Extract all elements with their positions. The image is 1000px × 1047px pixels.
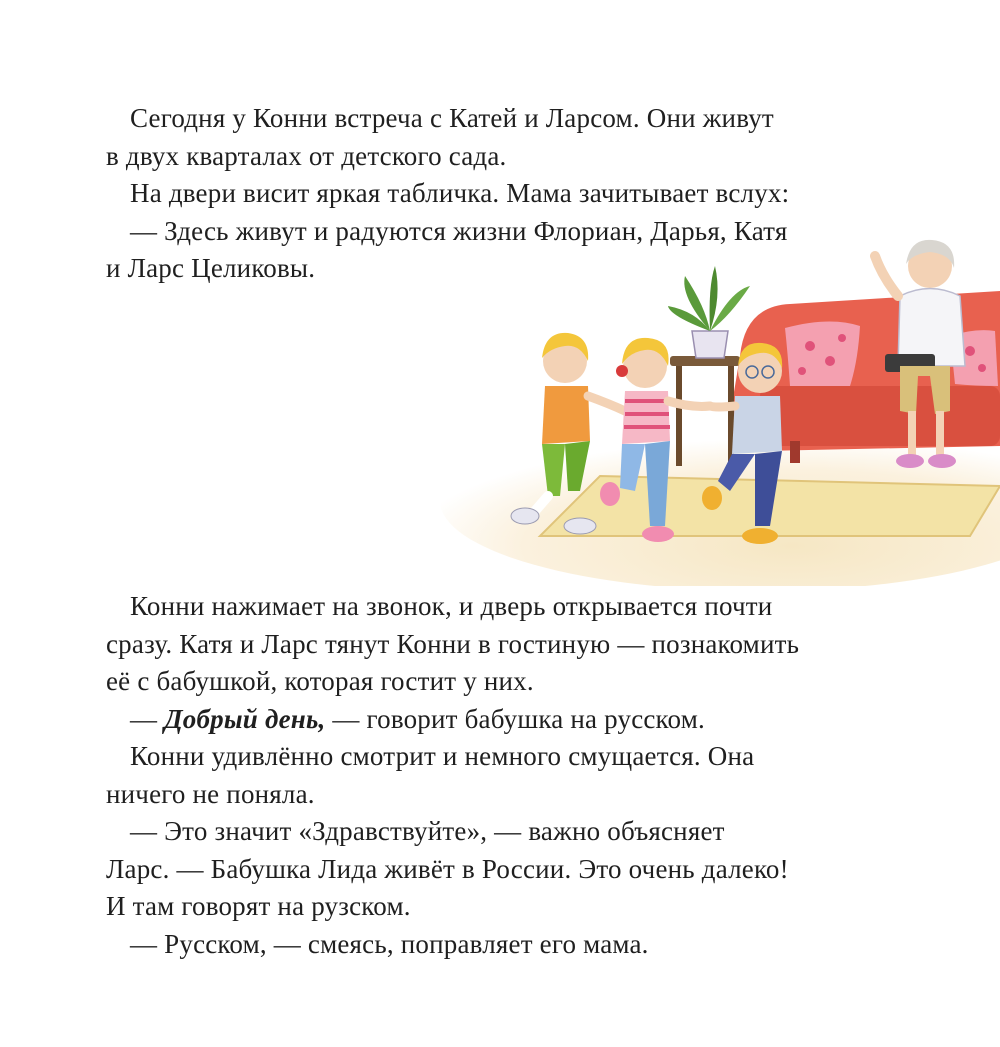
text-line: в двух кварталах от детского сада. <box>106 140 507 171</box>
text-line: Конни удивлённо смотрит и немного смущается. Она <box>130 741 755 771</box>
text-line: На двери висит яркая табличка. Мама зачитывает вслух: <box>130 178 790 208</box>
paragraph <box>106 588 799 701</box>
text-line: — Это значит «Здравствуйте», — важно объясняет <box>130 816 725 846</box>
text-line: и Ларс Целиковы. <box>106 253 316 283</box>
paragraph <box>106 813 799 926</box>
paragraph <box>106 926 799 964</box>
text-line: — Русском, — смеясь, поправляет его мама. <box>130 928 649 959</box>
text-line: — говорит бабушка на русском. <box>325 703 705 734</box>
text-line: Ларс. — Бабушка Лида живёт в России. Это очень далеко! <box>106 853 789 884</box>
text-line: Конни нажимает на звонок, и дверь открывается почти <box>130 591 773 621</box>
paragraph <box>106 701 799 739</box>
dialogue-dash: — <box>130 703 165 734</box>
text-line: Сегодня у Конни встреча с Катей и Ларсом. Они живут <box>130 103 774 133</box>
text-line: — Здесь живут и радуются жизни Флориан, Дарья, Катя <box>130 215 788 246</box>
text-line: её с бабушкой, которая гостит у них. <box>106 666 534 696</box>
text-line: ничего не поняла. <box>106 778 315 809</box>
emphasized-greeting: Добрый день, <box>164 703 326 734</box>
text-line: И там говорят на рузском. <box>106 891 411 921</box>
children-dancing-with-grandma-illustration <box>430 236 1000 586</box>
paragraph <box>106 100 789 175</box>
paragraph <box>106 738 799 813</box>
text-line: сразу. Катя и Ларс тянут Конни в гостиную — познакомить <box>106 628 800 659</box>
lower-text <box>106 588 799 963</box>
paragraph <box>106 175 789 213</box>
